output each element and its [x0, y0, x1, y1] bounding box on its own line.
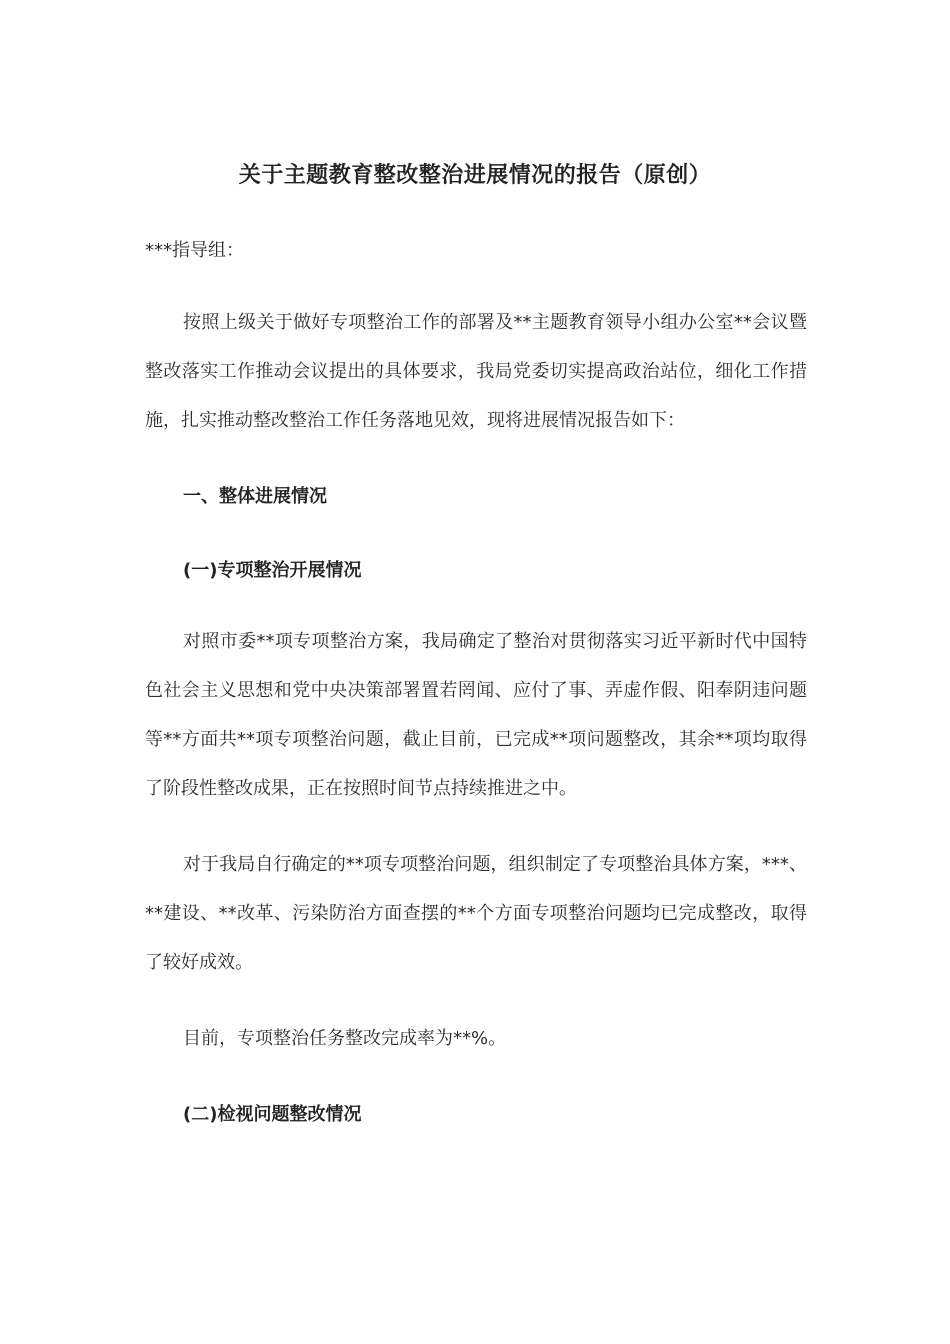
body-paragraph: 对照市委**项专项整治方案，我局确定了整治对贯彻落实习近平新时代中国特色社会主义思想和党中央决策部署置若罔闻、应付了事、弄虚作假、阳奉阴违问题等**方面共**项专项整治问题，截止目前，已完成**项问题整改，其余**项均取得了阶段性整改成果，正在按照时间节点持续推进之中。: [145, 631, 807, 799]
section-heading-overall-progress: 一、整体进展情况: [183, 486, 327, 507]
body-paragraph: 对于我局自行确定的**项专项整治问题，组织制定了专项整治具体方案，***、**建设、**改革、污染防治方面查摆的**个方面专项整治问题均已完成整改，取得了较好成效。: [145, 854, 807, 973]
intro-paragraph: 按照上级关于做好专项整治工作的部署及**主题教育领导小组办公室**会议暨整改落实工作推动会议提出的具体要求，我局党委切实提高政治站位，细化工作措施，扎实推动整改整治工作任务落地见效，现将进展情况报告如下：: [145, 312, 807, 431]
salutation: ***指导组：: [145, 240, 244, 261]
document-title: 关于主题教育整改整治进展情况的报告（原创）: [238, 163, 712, 188]
body-paragraph: 目前，专项整治任务整改完成率为**%。: [183, 1028, 507, 1049]
subsection-heading-problem-rectification: (二)检视问题整改情况: [183, 1104, 362, 1125]
subsection-heading-special-rectification: (一)专项整治开展情况: [183, 560, 362, 581]
